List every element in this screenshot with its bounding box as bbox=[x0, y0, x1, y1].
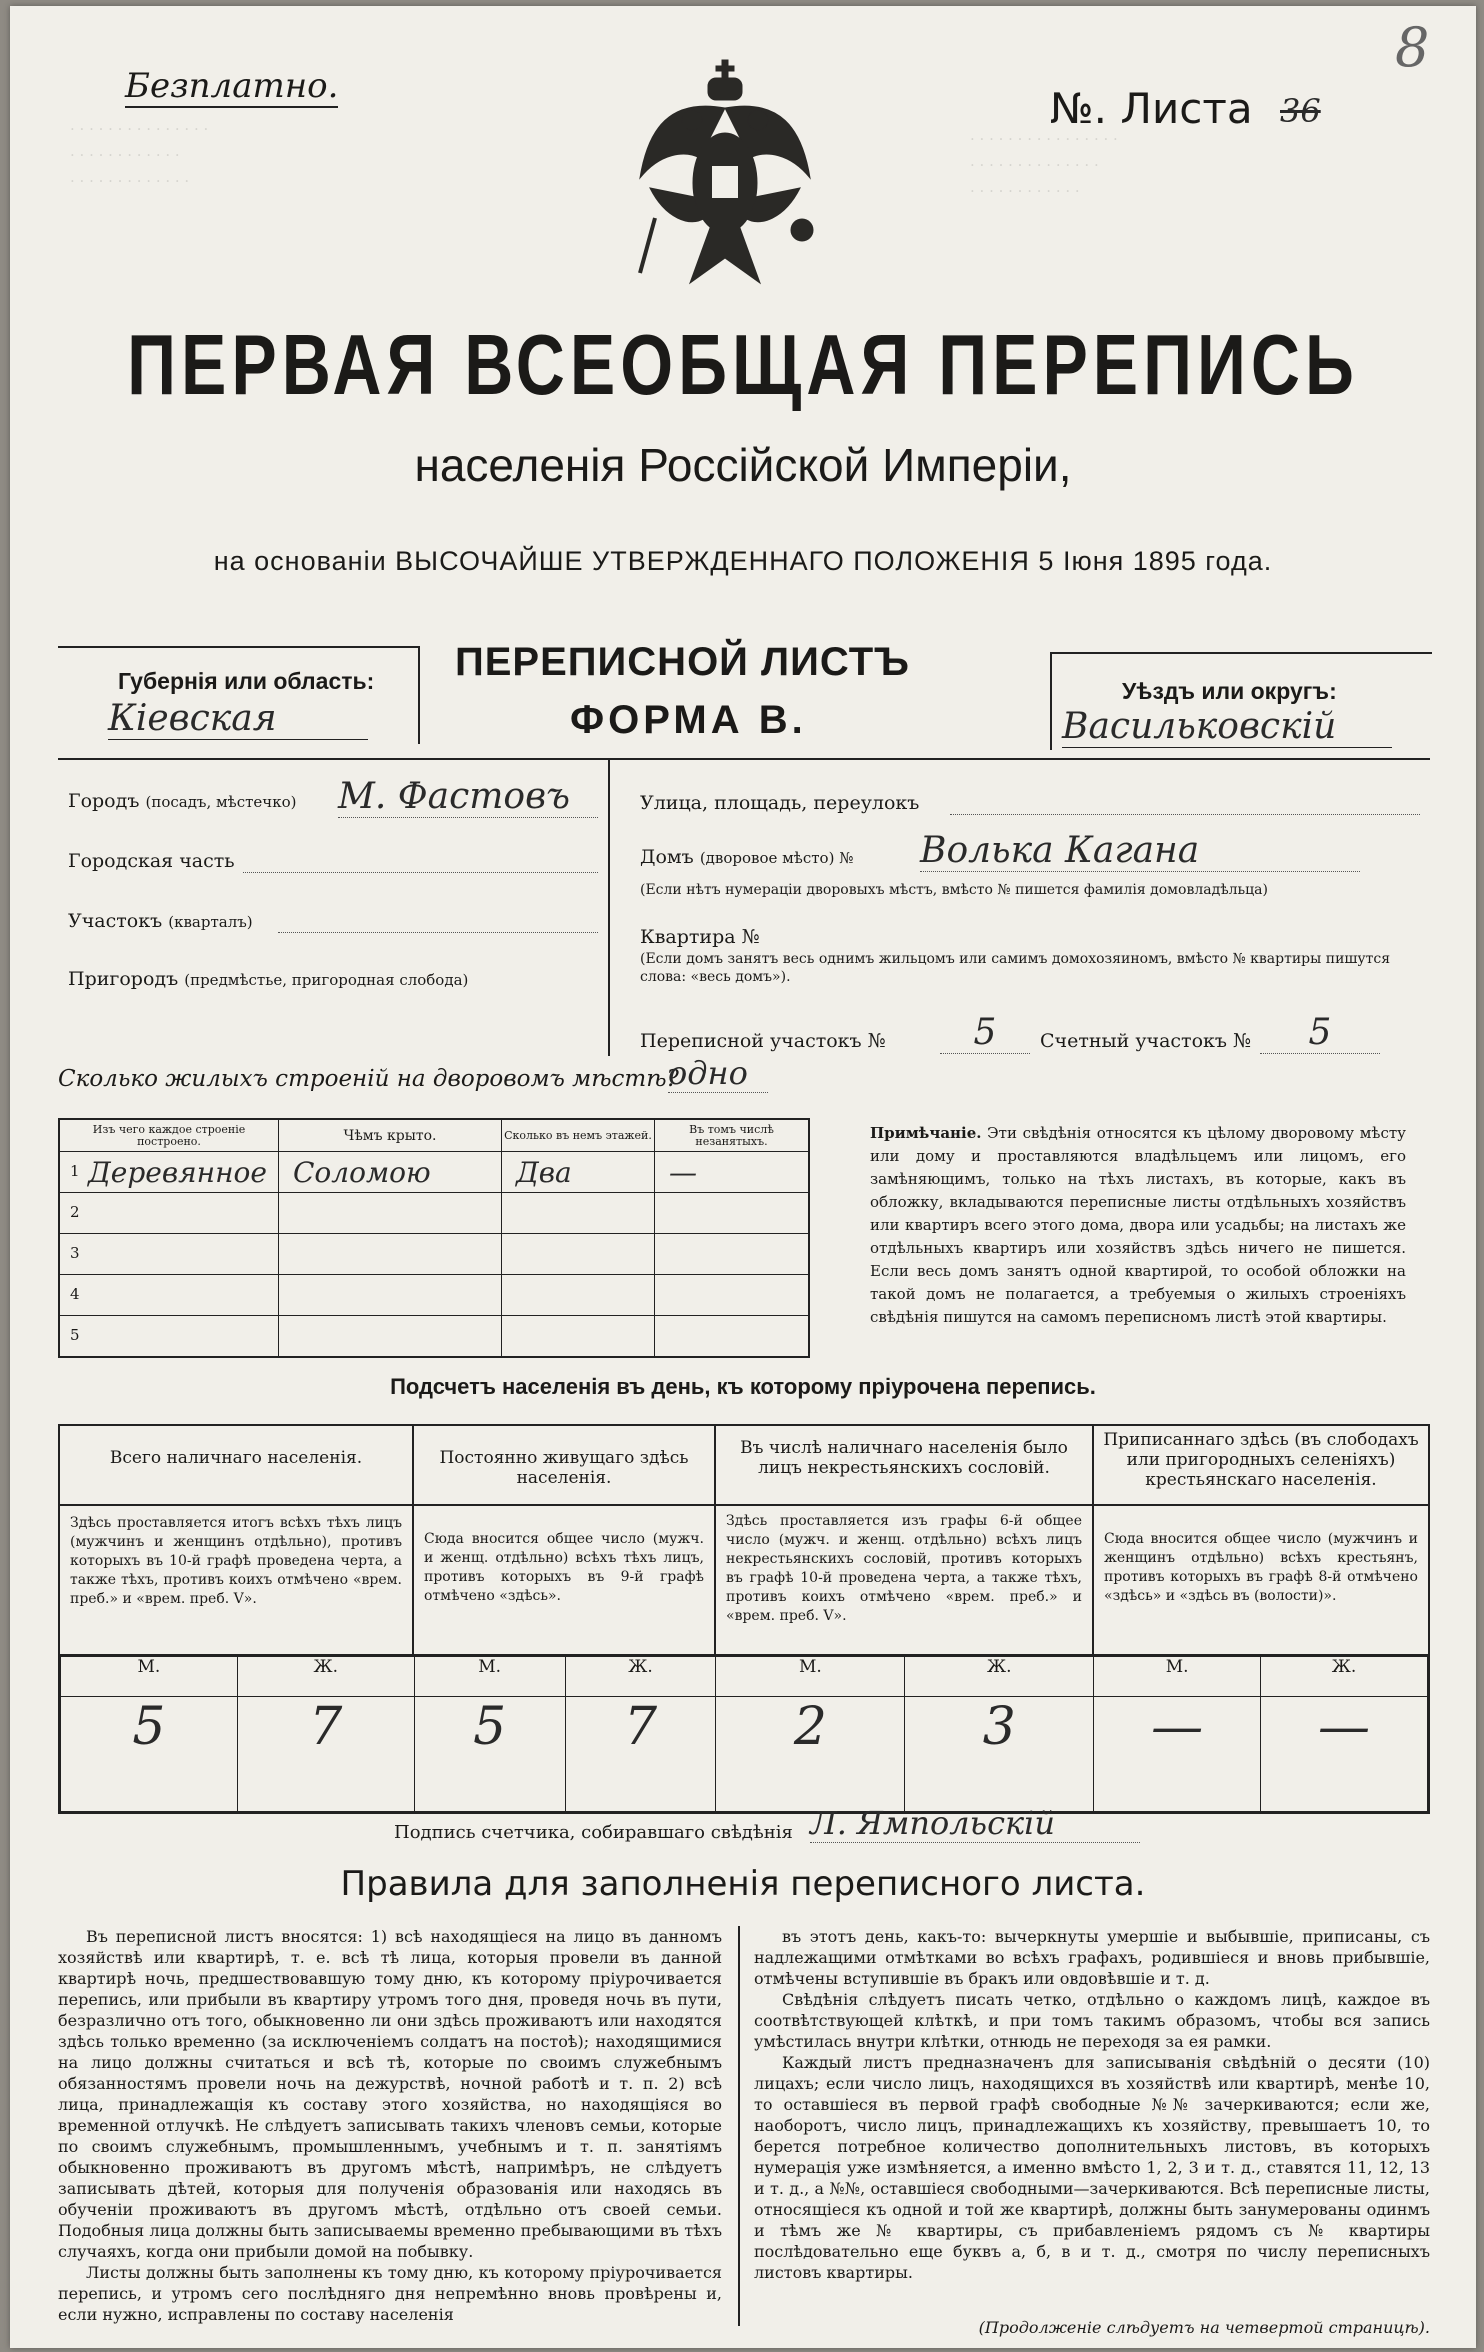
building-material-cell[interactable] bbox=[59, 1234, 279, 1275]
buildings-header-material: Изъ чего каждое строеніе построено. bbox=[59, 1119, 279, 1152]
building-roof-cell[interactable] bbox=[279, 1193, 502, 1234]
building-row-number: 1 bbox=[70, 1162, 80, 1181]
male-header: М. bbox=[1094, 1657, 1261, 1697]
population-values-row bbox=[61, 1697, 1428, 1812]
district-field[interactable] bbox=[278, 932, 598, 933]
city-part-field[interactable] bbox=[243, 872, 598, 873]
building-row-number: 5 bbox=[70, 1326, 80, 1345]
male-count-cell[interactable]: — bbox=[1094, 1697, 1261, 1812]
uezd-label: Уѣздъ или округъ: bbox=[1122, 678, 1337, 704]
sheet-number-label: №. Листа bbox=[1050, 84, 1253, 133]
district-hint: (кварталъ) bbox=[168, 913, 253, 931]
census-sheet bbox=[10, 6, 1476, 2348]
signature-label: Подпись счетчика, собиравшаго свѣдѣнія bbox=[394, 1822, 793, 1843]
flat-label: Квартира № bbox=[640, 926, 760, 948]
building-material-cell[interactable] bbox=[59, 1275, 279, 1316]
building-roof-cell[interactable] bbox=[279, 1316, 502, 1357]
buildings-question: Сколько жилыхъ строеній на дворовомъ мѣстѣ? bbox=[58, 1066, 679, 1092]
rules-paragraph: Въ переписной листъ вносятся: 1) всѣ находящіеся на лицо въ данномъ хозяйствѣ или квартирѣ, т. е. всѣ тѣ лица, которыя провели въ данной квартирѣ ночь, предшествовавшую тому дню, къ которому пріурочивается перепись, или прибыли въ квартиру утромъ того дня, проведя ночь въ пути, безразлично отъ того, обыкновенно ли они здѣсь проживаютъ или находятся здѣсь только временно (за исключеніемъ солдатъ на постоѣ); находящимися на лицо должны считаться и всѣ тѣ, которые по своимъ служебнымъ обязанностямъ провели ночь на дежурствѣ, ночной работѣ и т. п. 2) всѣ лица, принадлежащія къ составу этого хозяйства, но находящіяся во временной отлучкѣ. Не слѣдуетъ записывать такихъ членовъ семьи, которые по своимъ служебнымъ, промышленнымъ, учебнымъ и т. п. занятіямъ обыкновенно проживаютъ въ другомъ мѣстѣ, напримѣръ, не слѣдуетъ записывать дѣтей, которыя для полученія образованія или находясь въ обученіи проживаютъ въ другомъ мѣстѣ, отдѣльно отъ своей семьи. Подобныя лица должны быть записываемы временно пребывающими въ тѣхъ случаяхъ, когда они прибыли домой на побывку. bbox=[58, 1927, 722, 2261]
female-header: Ж. bbox=[565, 1657, 716, 1697]
population-desc-peasant: Сюда вносится общее число (мужчинъ и женщинъ отдѣльно) всѣхъ крестьянъ, противъ которыхъ въ графѣ 8-й отмѣчено «здѣсь» и «здѣсь въ (волости)». bbox=[1093, 1505, 1429, 1655]
buildings-row bbox=[59, 1275, 809, 1316]
census-area-value[interactable]: 5 bbox=[940, 1012, 1030, 1054]
city-label: Городъ bbox=[68, 790, 140, 812]
census-area-label: Переписной участокъ № bbox=[640, 1030, 886, 1052]
buildings-table bbox=[58, 1118, 810, 1358]
uezd-box bbox=[1050, 652, 1432, 750]
rules-paragraph: въ этотъ день, какъ-то: вычеркнуты умершіе и выбывшіе, приписаны, съ надлежащими отмѣтками во всѣхъ графахъ, родившіеся и вновь прибывшіе, отмѣчены вступившіе въ бракъ или овдовѣвшіе и т. д. bbox=[754, 1927, 1430, 1988]
rules-right-column bbox=[754, 1926, 1430, 2318]
rules-paragraph: Свѣдѣнія слѣдуетъ писать четко, отдѣльно о каждомъ лицѣ, каждое въ соотвѣтствующей клѣткѣ, и при томъ такимъ образомъ, чтобы вся запись умѣстилась внутри клѣтки, отнюдь не переходя за ея рамки. bbox=[754, 1990, 1430, 2051]
building-cell-value: Соломою bbox=[293, 1156, 431, 1190]
building-roof-cell[interactable] bbox=[279, 1275, 502, 1316]
flat-note: (Если домъ занятъ весь однимъ жильцомъ или самимъ домохозяиномъ, вмѣсто № квартиры пишутся слова: «весь домъ»). bbox=[640, 951, 1391, 985]
population-mf-header-row bbox=[61, 1657, 1428, 1697]
main-title: ПЕРВАЯ ВСЕОБЩАЯ ПЕРЕПИСЬ bbox=[127, 317, 1359, 413]
sheet-number-value: 36 bbox=[1280, 92, 1321, 130]
district-label: Участокъ bbox=[68, 910, 163, 932]
corner-number: 8 bbox=[1395, 16, 1430, 79]
buildings-row bbox=[59, 1152, 809, 1193]
rules-divider bbox=[738, 1926, 740, 2326]
building-material-cell[interactable] bbox=[59, 1193, 279, 1234]
uezd-value[interactable]: Васильковскій bbox=[1062, 706, 1392, 748]
street-field[interactable] bbox=[950, 814, 1420, 815]
population-table bbox=[58, 1424, 1430, 1814]
city-hint: (посадъ, мѣстечко) bbox=[145, 793, 297, 811]
street-label: Улица, площадь, переулокъ bbox=[640, 792, 920, 814]
house-hint: (дворовое мѣсто) № bbox=[699, 849, 854, 867]
building-material-cell[interactable] bbox=[59, 1316, 279, 1357]
house-label: Домъ bbox=[640, 846, 694, 868]
population-head-nonpeasant: Въ числѣ наличнаго населенія было лицъ некрестьянскихъ сословій. bbox=[715, 1425, 1093, 1505]
female-header: Ж. bbox=[905, 1657, 1094, 1697]
building-floors-cell[interactable] bbox=[502, 1234, 655, 1275]
population-title: Подсчетъ населенія въ день, къ которому пріурочена перепись. bbox=[390, 1374, 1096, 1399]
house-value[interactable]: Волька Кагана bbox=[920, 830, 1360, 872]
note-title: Примѣчаніе. bbox=[870, 1124, 982, 1142]
buildings-note bbox=[870, 1122, 1406, 1329]
male-count-cell[interactable]: 5 bbox=[61, 1697, 238, 1812]
house-note: (Если нѣтъ нумераціи дворовыхъ мѣстъ, вмѣсто № пишется фамилія домовладѣльца) bbox=[640, 882, 1268, 898]
buildings-header-roof: Чѣмъ крыто. bbox=[279, 1119, 502, 1152]
count-area-value[interactable]: 5 bbox=[1260, 1012, 1380, 1054]
population-desc-permanent: Сюда вносится общее число (мужч. и женщ. отдѣльно) всѣхъ тѣхъ лицъ, противъ которыхъ въ 9-й графѣ отмѣчено «здѣсь». bbox=[413, 1505, 715, 1655]
building-floors-cell[interactable] bbox=[502, 1275, 655, 1316]
building-roof-cell[interactable] bbox=[279, 1234, 502, 1275]
male-count-cell[interactable]: 5 bbox=[414, 1697, 565, 1812]
building-cell-value: Деревянное bbox=[88, 1156, 267, 1190]
male-header: М. bbox=[414, 1657, 565, 1697]
building-row-number: 4 bbox=[70, 1285, 80, 1304]
female-header: Ж. bbox=[237, 1657, 414, 1697]
rules-continuation: (Продолженіе слѣдуетъ на четвертой страницѣ). bbox=[978, 2318, 1430, 2337]
building-vacant-cell[interactable] bbox=[655, 1275, 810, 1316]
building-material-cell[interactable] bbox=[59, 1152, 279, 1193]
building-vacant-cell[interactable] bbox=[655, 1193, 810, 1234]
rules-paragraph: Листы должны быть заполнены къ тому дню, къ которому пріурочивается перепись, и утромъ сего послѣдняго дня непремѣнно вновь провѣрены и, если нужно, исправлены по составу населенія bbox=[58, 2263, 722, 2324]
bleed-through-text-right: · · · · · · · · · · · · · · · · · · · · · · · · · · · · · · · · · · · · · · · · · · bbox=[970, 130, 1118, 200]
form-name: ФОРМА В. bbox=[570, 698, 807, 742]
signature-value[interactable]: Л. Ямпольскій bbox=[810, 1804, 1140, 1843]
building-floors-cell[interactable] bbox=[502, 1193, 655, 1234]
female-count-cell[interactable]: 7 bbox=[237, 1697, 414, 1812]
address-top-rule bbox=[58, 758, 1430, 760]
building-cell-value: Два bbox=[516, 1156, 572, 1190]
note-text: Эти свѣдѣнія относятся къ цѣлому дворовому мѣсту или дому и проставляются владѣльцемъ или лицомъ, его замѣняющимъ, только на тѣхъ листахъ, въ которые, какъ въ обложку, вкладываются переписные листы отдѣльныхъ хозяйствъ или квартиръ всего этого дома, двора или усадьбы; на листахъ же отдѣльныхъ квартиръ или хозяйствъ здѣсь ничего не пишется. Если весь домъ занятъ одной квартирой, то особой обложки на такой домъ не полагается, а требуемыя о жилыхъ строеніяхъ свѣдѣнія пишутся на самомъ переписномъ листѣ этой квартиры. bbox=[870, 1124, 1406, 1326]
population-head-permanent: Постоянно живущаго здѣсь населенія. bbox=[413, 1425, 715, 1505]
building-vacant-cell[interactable] bbox=[655, 1234, 810, 1275]
buildings-row bbox=[59, 1234, 809, 1275]
population-head-peasant: Приписаннаго здѣсь (въ слободахъ или пригородныхъ селеніяхъ) крестьянскаго населенія. bbox=[1093, 1425, 1429, 1505]
building-vacant-cell[interactable] bbox=[655, 1152, 810, 1193]
population-desc-total: Здѣсь проставляется итогъ всѣхъ тѣхъ лицъ (мужчинъ и женщинъ отдѣльно), противъ которыхъ въ 10-й графѣ проведена черта, а также тѣхъ, противъ коихъ отмѣчено «врем. преб.» и «врем. преб. V». bbox=[59, 1505, 413, 1655]
building-floors-cell[interactable] bbox=[502, 1152, 655, 1193]
female-header: Ж. bbox=[1261, 1657, 1428, 1697]
suburb-label: Пригородъ bbox=[68, 968, 179, 990]
city-value[interactable]: М. Фастовъ bbox=[338, 776, 598, 818]
gubernia-box bbox=[58, 646, 420, 744]
double-headed-eagle-emblem bbox=[630, 58, 820, 293]
population-desc-nonpeasant: Здѣсь проставляется изъ графы 6-й общее число (мужч. и женщ. отдѣльно) всѣхъ лицъ некрестьянскихъ сословій, противъ которыхъ въ графѣ 10-й проведена черта, а также тѣхъ, противъ коихъ отмѣчено «врем. преб.» и «врем. преб. V». bbox=[715, 1505, 1093, 1655]
bleed-through-text: · · · · · · · · · · · · · · · · · · · · · · · · · · · · · · · · · · · · · · · · bbox=[70, 120, 209, 190]
male-header: М. bbox=[61, 1657, 238, 1697]
free-label: Безплатно. bbox=[125, 66, 339, 106]
building-row-number: 2 bbox=[70, 1203, 80, 1222]
building-cell-value: — bbox=[669, 1156, 697, 1190]
male-header: М. bbox=[716, 1657, 905, 1697]
rules-left-column bbox=[58, 1926, 722, 2346]
city-part-label: Городская часть bbox=[68, 850, 235, 872]
rules-title: Правила для заполненія переписного листа. bbox=[340, 1864, 1146, 1904]
buildings-answer[interactable]: одно bbox=[668, 1054, 768, 1093]
rules-paragraph: Каждый листъ предназначенъ для записыванія свѣдѣній о десяти (10) лицахъ; если число лицъ, находящихся въ хозяйствѣ или квартирѣ, менѣе 10, то оставшіеся въ первой графѣ свободные №№ зачеркиваются; если же, наоборотъ, число лицъ, принадлежащихъ къ хозяйству, превышаетъ 10, то берется потребное количество дополнительныхъ листовъ, въ которыхъ нумерація уже измѣняется, а именно вмѣсто 1, 2, 3 и т. д., ставятся 11, 12, 13 и т. д., а №№, оставшіеся свободными—зачеркиваются. Всѣ переписные листы, относящіеся къ одной и той же квартирѣ, должны быть занумерованы одинмъ и тѣмъ же № квартиры, съ прибавленіемъ рядомъ съ № квартиры послѣдовательно еще буквъ а, б, в и т. д., смотря по числу переписныхъ листовъ квартиры. bbox=[754, 2053, 1430, 2282]
count-area-label: Счетный участокъ № bbox=[1040, 1030, 1251, 1052]
building-row-number: 3 bbox=[70, 1244, 80, 1263]
buildings-row bbox=[59, 1193, 809, 1234]
female-count-cell[interactable]: 7 bbox=[565, 1697, 716, 1812]
buildings-row bbox=[59, 1316, 809, 1357]
suburb-hint: (предмѣстье, пригородная слобода) bbox=[184, 971, 469, 989]
building-floors-cell[interactable] bbox=[502, 1316, 655, 1357]
population-values-table bbox=[60, 1656, 1428, 1812]
gubernia-label: Губернія или область: bbox=[118, 668, 375, 694]
building-roof-cell[interactable] bbox=[279, 1152, 502, 1193]
form-title: ПЕРЕПИСНОЙ ЛИСТЪ bbox=[455, 640, 910, 684]
female-count-cell[interactable]: — bbox=[1261, 1697, 1428, 1812]
subtitle: населенія Россійской Имперіи, bbox=[414, 439, 1072, 491]
legal-basis: на основаніи ВЫСОЧАЙШЕ УТВЕРЖДЕННАГО ПОЛОЖЕНІЯ 5 Іюня 1895 года. bbox=[213, 546, 1273, 576]
population-head-total: Всего наличнаго населенія. bbox=[59, 1425, 413, 1505]
female-count-cell[interactable]: 3 bbox=[905, 1697, 1094, 1812]
buildings-header-vacant: Въ томъ числѣ незанятыхъ. bbox=[655, 1119, 810, 1152]
buildings-header-floors: Сколько въ немъ этажей. bbox=[502, 1119, 655, 1152]
male-count-cell[interactable]: 2 bbox=[716, 1697, 905, 1812]
gubernia-value[interactable]: Кіевская bbox=[108, 698, 368, 740]
building-vacant-cell[interactable] bbox=[655, 1316, 810, 1357]
address-divider bbox=[608, 758, 610, 1056]
